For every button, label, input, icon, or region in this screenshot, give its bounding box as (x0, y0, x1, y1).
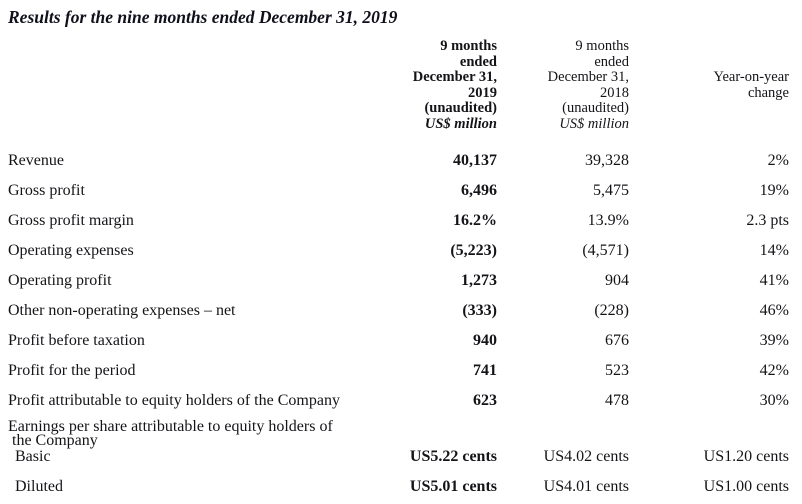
table-row-operating-expenses (8, 242, 789, 259)
value-2019: 16.2% (453, 212, 497, 229)
value-change: 39% (759, 332, 789, 349)
value-2018: 478 (605, 392, 629, 409)
table-row-gross-profit-margin (8, 212, 789, 229)
eps-label-line1: Earnings per share attributable to equity holders of (8, 418, 333, 435)
value-change: 2% (767, 152, 789, 169)
value-2018: (4,571) (582, 242, 629, 259)
value-change: 42% (759, 362, 789, 379)
header-column-change (629, 39, 789, 132)
table-row-profit-before-taxation (8, 332, 789, 349)
results-table (8, 152, 789, 495)
value-change: US1.00 cents (703, 478, 789, 495)
row-label: Basic (15, 448, 51, 465)
table-row-basic (8, 448, 789, 465)
header-line: ended (459, 53, 497, 70)
row-label: Profit for the period (8, 362, 136, 379)
value-change: 14% (759, 242, 789, 259)
value-2019: 741 (473, 362, 497, 379)
row-label: Operating profit (8, 272, 112, 289)
header-spacer (8, 39, 387, 132)
value-change: 46% (759, 302, 789, 319)
header-line: 9 months (575, 38, 629, 54)
value-2019: (5,223) (450, 242, 497, 259)
value-2018: (228) (594, 302, 629, 319)
table-row-profit-attributable (8, 392, 789, 409)
row-label: Diluted (15, 478, 63, 495)
header-line: 2019 (468, 84, 497, 101)
header-line: (unaudited) (562, 100, 629, 116)
header-unit: US$ million (424, 115, 497, 132)
value-2018: US4.02 cents (543, 448, 629, 465)
table-row-diluted (8, 478, 789, 495)
value-change: US1.20 cents (703, 448, 789, 465)
header-line: (unaudited) (424, 100, 497, 116)
header-unit: US$ million (559, 115, 629, 132)
table-row-profit-for-the-period (8, 362, 789, 379)
header-column-2019 (387, 39, 497, 132)
header-line: 2018 (600, 84, 629, 101)
value-2019: US5.22 cents (409, 448, 497, 465)
table-row-operating-profit (8, 272, 789, 289)
value-2018: 13.9% (587, 212, 629, 229)
header-column-2018 (497, 39, 629, 132)
table-row-revenue (8, 152, 789, 169)
header-line: ended (594, 53, 629, 70)
row-label: Operating expenses (8, 242, 134, 259)
value-2019: 623 (473, 392, 497, 409)
row-label (8, 420, 387, 448)
value-2018: 904 (605, 272, 629, 289)
value-2019: (333) (462, 302, 497, 319)
header-line: December 31, (547, 69, 629, 85)
table-row-eps-section (8, 420, 789, 448)
value-change: 30% (759, 392, 789, 409)
value-2018: 5,475 (593, 182, 629, 199)
value-change: 41% (759, 272, 789, 289)
value-2018: 39,328 (585, 152, 629, 169)
table-row-gross-profit (8, 182, 789, 199)
page-title: Results for the nine months ended December 31, 2019 (8, 7, 398, 27)
value-change: 19% (759, 182, 789, 199)
value-change: 2.3 pts (746, 212, 789, 229)
header-line: December 31, (412, 69, 497, 85)
header-line: change (747, 84, 789, 101)
row-label: Profit before taxation (8, 332, 145, 349)
row-label: Revenue (8, 152, 64, 169)
header-line: Year-on-year (713, 69, 789, 85)
value-2018: 523 (605, 362, 629, 379)
value-2019: 1,273 (461, 272, 497, 289)
value-2018: 676 (605, 332, 629, 349)
header-line: 9 months (440, 38, 497, 54)
table-row-other-non-operating-expenses (8, 302, 789, 319)
eps-label-line2: the Company (12, 432, 98, 449)
row-label: Profit attributable to equity holders of the Company (8, 392, 340, 409)
value-2019: US5.01 cents (409, 478, 497, 495)
value-2019: 6,496 (461, 182, 497, 199)
table-header (8, 39, 789, 132)
value-2019: 40,137 (453, 152, 497, 169)
row-label: Other non-operating expenses – net (8, 302, 236, 319)
value-2019: 940 (473, 332, 497, 349)
value-2018: US4.01 cents (543, 478, 629, 495)
row-label: Gross profit margin (8, 212, 134, 229)
row-label: Gross profit (8, 182, 85, 199)
